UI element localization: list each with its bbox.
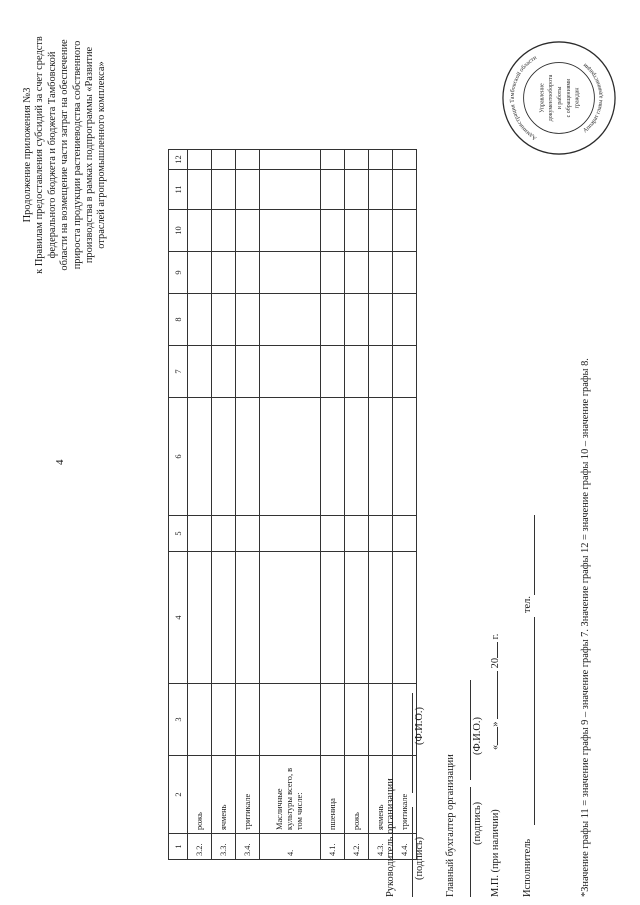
row-name: рожь	[345, 756, 369, 834]
table-cell	[212, 398, 236, 516]
row-name: тритикале	[236, 756, 260, 834]
table-cell	[188, 346, 212, 398]
table-cell	[212, 346, 236, 398]
annex-line: отраслей агропромышленного комплекса»	[96, 61, 108, 249]
row-name: Масличные культуры всего, в том числе:	[260, 756, 321, 834]
row-number: 4.3.	[369, 834, 393, 860]
table-cell	[345, 252, 369, 294]
row-number: 4.1.	[321, 834, 345, 860]
table-cell	[369, 150, 393, 170]
table-cell	[369, 346, 393, 398]
page-number: 4	[54, 459, 66, 465]
date-year-prefix: 20	[490, 657, 501, 669]
table-cell	[345, 516, 369, 552]
tel-label: тел.	[522, 596, 533, 613]
table-cell	[369, 516, 393, 552]
annex-heading	[22, 25, 109, 285]
table-cell	[393, 210, 417, 252]
table-cell	[321, 516, 345, 552]
accountant-signature-line	[470, 787, 471, 897]
table-cell	[393, 346, 417, 398]
footnote: *Значение графы 11 = значение графы 9 – значение графы 7. Значение графы 12 = значение графы 10 – значение графы 8.	[580, 358, 591, 897]
annex-line: области на возмещение части затрат на обеспечение	[59, 39, 71, 271]
table-header-row	[169, 150, 188, 860]
table-cell	[188, 552, 212, 684]
table-cell	[321, 252, 345, 294]
table-cell	[212, 210, 236, 252]
table-cell	[212, 150, 236, 170]
table-row	[369, 150, 393, 860]
table-row	[188, 150, 212, 860]
date-close-quote: »	[490, 721, 501, 727]
table-cell	[321, 346, 345, 398]
table-cell	[236, 150, 260, 170]
date-field	[490, 634, 501, 750]
table-cell	[212, 516, 236, 552]
stamp-center-line: документооборота	[548, 74, 555, 122]
table-cell	[260, 210, 321, 252]
table-row	[321, 150, 345, 860]
table-cell	[260, 170, 321, 210]
table-cell	[345, 294, 369, 346]
table-cell	[321, 150, 345, 170]
table-cell	[321, 170, 345, 210]
table-cell	[393, 150, 417, 170]
executor-line	[534, 617, 535, 825]
table-cell	[260, 684, 321, 756]
column-number: 4	[169, 552, 188, 684]
date-day-line	[497, 727, 498, 745]
column-number: 1	[169, 834, 188, 860]
date-year-suffix: г.	[490, 633, 501, 640]
table-cell	[260, 294, 321, 346]
table-cell	[236, 170, 260, 210]
table-cell	[345, 552, 369, 684]
table-cell	[260, 552, 321, 684]
table-cell	[236, 294, 260, 346]
table-cell	[212, 170, 236, 210]
accountant-fio-label: (Ф.И.О.)	[472, 717, 483, 755]
table-cell	[188, 294, 212, 346]
table-cell	[369, 294, 393, 346]
table-cell	[393, 398, 417, 516]
data-table	[168, 149, 417, 860]
row-number: 4.2.	[345, 834, 369, 860]
table-cell	[321, 210, 345, 252]
date-open-quote: «	[490, 744, 501, 750]
table-cell	[260, 252, 321, 294]
table-cell	[345, 150, 369, 170]
annex-line: федерального бюджета и бюджета Тамбовской	[46, 51, 58, 259]
annex-line: производства в рамках подпрограммы «Развитие	[84, 46, 96, 264]
stamp-center-line: и работы	[556, 86, 563, 110]
table-cell	[345, 684, 369, 756]
table-cell	[236, 684, 260, 756]
row-name: ячмень	[212, 756, 236, 834]
column-number: 3	[169, 684, 188, 756]
stamp-center-line: с обращениями	[565, 78, 572, 118]
table-cell	[369, 252, 393, 294]
annex-line: к Правилам предоставления субсидий за счет средств	[34, 36, 46, 274]
table-row	[345, 150, 369, 860]
date-year-line	[497, 642, 498, 658]
row-number: 3.3.	[212, 834, 236, 860]
head-signature-line	[412, 807, 413, 897]
table-cell	[369, 398, 393, 516]
table-cell	[236, 346, 260, 398]
table-cell	[321, 552, 345, 684]
table-row	[260, 150, 321, 860]
table-cell	[260, 516, 321, 552]
table-cell	[260, 150, 321, 170]
row-name: ячмень	[369, 756, 393, 834]
table-cell	[236, 516, 260, 552]
table-cell	[236, 210, 260, 252]
stamp-center-line: граждан	[574, 87, 581, 109]
row-number: 4.	[260, 834, 321, 860]
annex-line: Продолжение приложения №3	[22, 87, 33, 223]
stamp-place-label: М.П. (при наличии)	[490, 809, 501, 897]
column-number: 2	[169, 756, 188, 834]
table-cell	[369, 210, 393, 252]
head-signature-label: (подпись)	[414, 836, 425, 880]
table-cell	[188, 170, 212, 210]
accountant-signature-label: (подпись)	[472, 801, 483, 845]
table-cell	[393, 516, 417, 552]
row-number: 4.4.	[393, 834, 417, 860]
table-cell	[212, 552, 236, 684]
row-name: тритикале	[393, 756, 417, 834]
table-cell	[188, 398, 212, 516]
stamp-center-line: Управление	[539, 83, 546, 113]
table-cell	[345, 398, 369, 516]
stamp-ring-top-text: Администрация Тамбовской области	[509, 55, 539, 141]
table-cell	[321, 684, 345, 756]
table-cell	[260, 346, 321, 398]
table-cell	[188, 150, 212, 170]
head-fio-label: (Ф.И.О.)	[414, 707, 425, 745]
column-number: 6	[169, 398, 188, 516]
table-cell	[393, 552, 417, 684]
table-cell	[321, 398, 345, 516]
row-number: 3.4.	[236, 834, 260, 860]
table-cell	[260, 398, 321, 516]
table-cell	[369, 552, 393, 684]
table-cell	[212, 684, 236, 756]
table-row	[212, 150, 236, 860]
table-cell	[236, 398, 260, 516]
table-cell	[236, 252, 260, 294]
table-cell	[369, 170, 393, 210]
head-title: Руководитель организации	[385, 778, 396, 897]
column-number: 9	[169, 252, 188, 294]
table-cell	[393, 294, 417, 346]
table-cell	[369, 684, 393, 756]
column-number: 12	[169, 150, 188, 170]
table-cell	[393, 170, 417, 210]
column-number: 5	[169, 516, 188, 552]
table-cell	[236, 552, 260, 684]
table-row	[236, 150, 260, 860]
table-cell	[345, 210, 369, 252]
table-cell	[188, 210, 212, 252]
column-number: 10	[169, 210, 188, 252]
table-cell	[212, 252, 236, 294]
date-month-line	[497, 671, 498, 719]
row-name: рожь	[188, 756, 212, 834]
stamp-ring-bottom-text: Аппарат главы администрации	[582, 61, 605, 135]
executor-label: Исполнитель	[522, 838, 533, 897]
row-name: пшеница	[321, 756, 345, 834]
table-cell	[212, 294, 236, 346]
tel-line	[534, 515, 535, 595]
column-number: 8	[169, 294, 188, 346]
table-cell	[188, 516, 212, 552]
head-fio-line	[412, 693, 413, 793]
accountant-fio-line	[470, 680, 471, 780]
row-number: 3.2.	[188, 834, 212, 860]
table-cell	[188, 252, 212, 294]
table-cell	[321, 294, 345, 346]
table-cell	[393, 252, 417, 294]
column-number: 7	[169, 346, 188, 398]
official-stamp	[500, 39, 618, 157]
table-cell	[345, 346, 369, 398]
column-number: 11	[169, 170, 188, 210]
table-cell	[345, 170, 369, 210]
table-cell	[188, 684, 212, 756]
accountant-title: Главный бухгалтер организации	[445, 754, 456, 897]
annex-line: прироста продукции растениеводства собственного	[71, 40, 83, 270]
